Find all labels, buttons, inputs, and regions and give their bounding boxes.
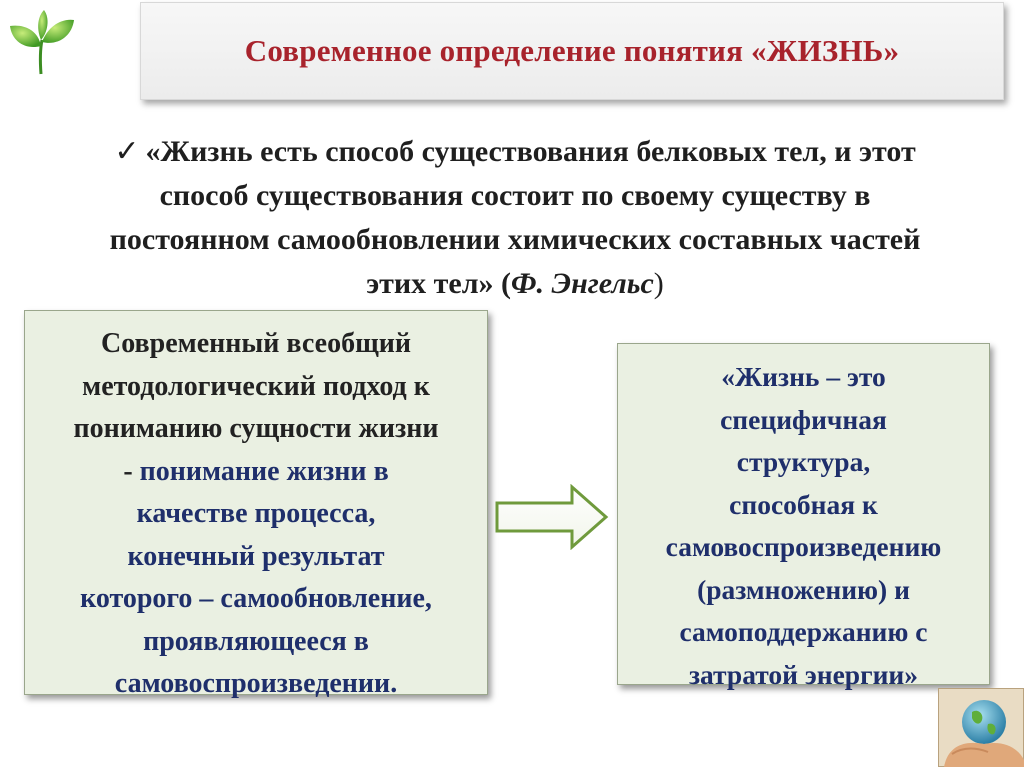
engels-quote (40, 130, 990, 306)
title-banner (140, 2, 1004, 100)
left-box-line: самовоспроизведении. (114, 668, 398, 699)
quote-line-4: этих тел» (Ф. Энгельс) (366, 267, 664, 300)
left-box-line: проявляющееся в (143, 625, 369, 657)
slide-title: Современное определение понятия «ЖИЗНЬ» (244, 33, 900, 68)
quote-line-1: ✓ «Жизнь есть способ существования белковых тел, и этот (114, 135, 916, 168)
left-box-line: Современный всеобщий (101, 328, 411, 359)
quote-line-2: способ существования состоит по своему существу в (159, 179, 871, 212)
quote-author: Ф. Энгельс (511, 267, 654, 300)
right-box-line: самовоспроизведению (665, 531, 942, 562)
left-box-line: методологический подход к (82, 370, 430, 402)
left-box-line: которого – самообновление, (80, 583, 432, 614)
right-box-line: (размножению) и (697, 573, 910, 605)
sprout-logo-icon (4, 6, 78, 80)
methodological-approach-box (24, 310, 488, 699)
life-definition-box (617, 343, 990, 690)
right-box-line: самоподдержанию с (679, 616, 928, 647)
right-box-line: специфичная (720, 403, 887, 435)
right-box-line: структура, (736, 446, 871, 477)
quote-line-3: постоянном самообновлении химических составных частей (109, 223, 921, 256)
left-box-line: - понимание жизни в (123, 455, 389, 487)
right-box-line: «Жизнь – это (721, 361, 886, 392)
right-box-line: способная к (729, 488, 878, 520)
check-mark-icon: ✓ (114, 135, 140, 168)
left-box-line: конечный результат (127, 540, 385, 572)
right-box-line: затратой энергии» (688, 658, 919, 690)
globe-in-hands-image (938, 688, 1024, 767)
left-box-line: пониманию сущности жизни (73, 413, 439, 444)
right-arrow-icon (494, 484, 610, 550)
left-box-line: качестве процесса, (136, 498, 376, 529)
